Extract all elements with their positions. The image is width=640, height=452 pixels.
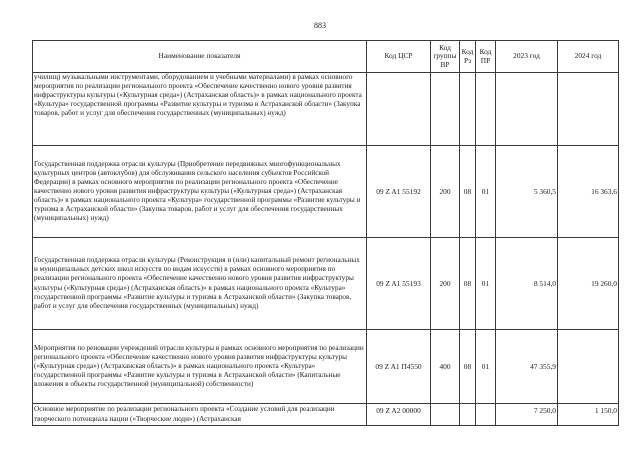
row-csr: [367, 73, 431, 146]
row-csr: 09 Z A1 П4550: [367, 330, 431, 404]
row-2023: 7 250,0: [496, 404, 558, 426]
row-name: Основное мероприятие по реализации регионального проекта «Создание условий для реализации творческого потенциала нации («Творческие люди») (Астраханская: [33, 404, 367, 426]
row-rz: [460, 404, 476, 426]
row-2023: [496, 73, 558, 146]
row-2024: 19 260,0: [558, 238, 619, 330]
table-row: [33, 330, 619, 404]
header-name: Наименование показателя: [33, 41, 367, 73]
row-2024: 1 150,0: [558, 404, 619, 426]
row-2023: 5 360,5: [496, 146, 558, 238]
row-2024: 16 363,6: [558, 146, 619, 238]
header-csr: Код ЦСР: [367, 41, 431, 73]
row-pr: 01: [476, 238, 496, 330]
row-name: Мероприятия по реновации учреждений отрасли культуры в рамках основного мероприятия по реализации регионального проекта «Обеспечение качественно нового уровня развития инфраструктуры культуры («Культурная среда») (Астраханская область)» в рамках национального проекта «Культура» государственной программы «Развитие культуры и туризма в Астраханской области» (Капитальные вложения в объекты государственной (муниципальной) собственности): [33, 330, 367, 404]
header-2024: 2024 год: [558, 41, 619, 73]
row-vr: 200: [431, 238, 460, 330]
row-name: Государственная поддержка отрасли культуры (Приобретение передвижных многофункциональных культурных центров (автоклубов) для обслуживания сельского населения субъектов Российской Федерации) в рамках основного мероприятия по реализации регионального проекта «Обеспечение качественно нового уровня развития инфраструктуры культуры («Культурная среда») (Астраханская область)» в рамках национального проекта «Культура» государственной программы «Развитие культуры и туризма в Астраханской области» (Закупка товаров, работ и услуг для обеспечения государственных (муниципальных) нужд): [33, 146, 367, 238]
row-2023: 47 355,9: [496, 330, 558, 404]
row-2024: [558, 73, 619, 146]
row-2023: 8 514,0: [496, 238, 558, 330]
row-vr: [431, 73, 460, 146]
row-rz: 08: [460, 146, 476, 238]
header-rz: Код Рз: [460, 41, 476, 73]
header-2023: 2023 год: [496, 41, 558, 73]
table-header-row: [33, 41, 619, 73]
page-number: 883: [314, 21, 326, 30]
table-row: [33, 73, 619, 146]
row-pr: [476, 404, 496, 426]
row-name: Государственная поддержка отрасли культуры (Реконструкция и (или) капитальный ремонт региональных и муниципальных детских школ искусств по видам искусств) в рамках основного мероприятия по реализации регионального проекта «Обеспечение качественно нового уровня развития инфраструктуры культуры («Культурная среда») (Астраханская область)» в рамках национального проекта «Культура» государственной программы «Развитие культуры и туризма в Астраханской области» (Закупка товаров, работ и услуг для обеспечения государственных (муниципальных) нужд): [33, 238, 367, 330]
row-rz: [460, 73, 476, 146]
row-vr: 400: [431, 330, 460, 404]
row-csr: 09 Z A1 55192: [367, 146, 431, 238]
row-rz: 08: [460, 238, 476, 330]
table-row: [33, 238, 619, 330]
budget-table: [32, 40, 619, 426]
row-csr: 09 Z A2 00000: [367, 404, 431, 426]
header-pr: Код ПР: [476, 41, 496, 73]
row-pr: 01: [476, 146, 496, 238]
header-vr: Код группы ВР: [431, 41, 460, 73]
row-name: училищ) музыкальными инструментами, оборудованием и учебными материалами) в рамках основного мероприятия по реализации регионального проекта «Обеспечение качественно нового уровня развития инфраструктуры культуры («Культурная среда») (Астраханская область)» в рамках национального проекта «Культура» государственной программы «Развитие культуры и туризма в Астраханской области» (Закупка товаров, работ и услуг для обеспечения государственных (муниципальных) нужд): [33, 73, 367, 146]
row-2024: [558, 330, 619, 404]
row-csr: 09 Z A1 55193: [367, 238, 431, 330]
table-row: [33, 146, 619, 238]
row-pr: [476, 73, 496, 146]
row-rz: 08: [460, 330, 476, 404]
row-pr: 01: [476, 330, 496, 404]
row-vr: [431, 404, 460, 426]
row-vr: 200: [431, 146, 460, 238]
table-row: [33, 404, 619, 426]
